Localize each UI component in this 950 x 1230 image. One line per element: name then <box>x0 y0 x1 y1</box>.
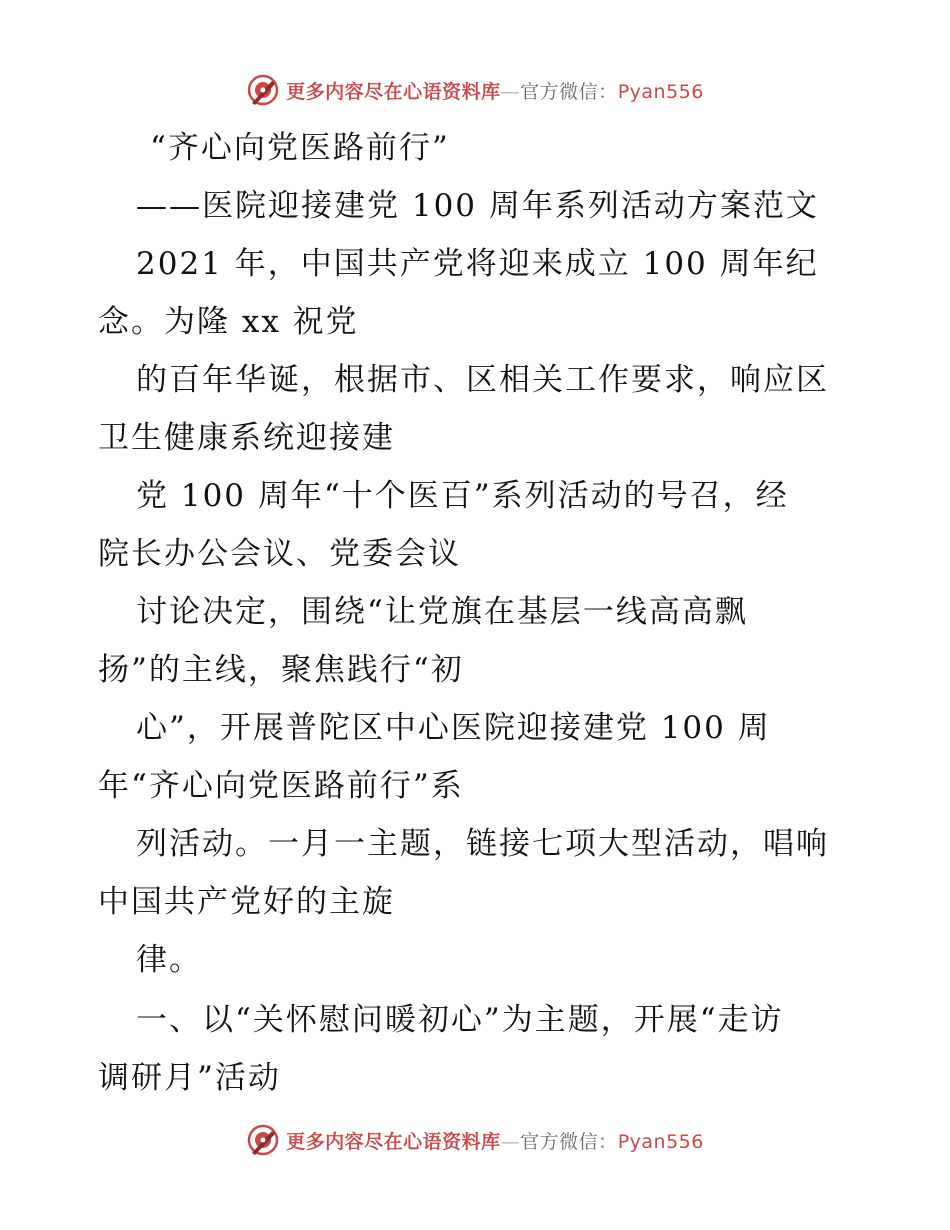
paragraph-line: 心”，开展普陀区中心医院迎接建党 100 周 <box>136 710 771 746</box>
paragraph-line: 年“齐心向党医路前行”系 <box>98 768 464 804</box>
quill-logo-icon <box>246 73 280 107</box>
watermark-text: 更多内容尽在心语资料库—官方微信：Pyan556 <box>286 80 704 103</box>
document-subtitle: ——医院迎接建党 100 周年系列活动方案范文 <box>136 188 819 224</box>
paragraph-line: 党 100 周年“十个医百”系列活动的号召，经 <box>136 478 789 514</box>
paragraph-line: 的百年华诞，根据市、区相关工作要求，响应区 <box>136 362 829 398</box>
watermark-text: 更多内容尽在心语资料库—官方微信：Pyan556 <box>286 1130 704 1153</box>
section-heading-line: 调研月”活动 <box>98 1060 281 1096</box>
section-heading-line: 一、以“关怀慰问暖初心”为主题，开展“走访 <box>136 1002 784 1038</box>
paragraph-line: 讨论决定，围绕“让党旗在基层一线高高飘 <box>136 594 748 630</box>
footer-watermark <box>0 1120 950 1160</box>
paragraph-line: 念。为隆 xx 祝党 <box>98 304 359 340</box>
paragraph-line: 列活动。一月一主题，链接七项大型活动，唱响 <box>136 826 829 862</box>
paragraph-line: 院长办公会议、党委会议 <box>98 536 461 572</box>
quill-logo-icon <box>246 1123 280 1157</box>
paragraph-line: 律。 <box>136 942 202 978</box>
paragraph-line: 卫生健康系统迎接建 <box>98 420 395 456</box>
paragraph-line: 中国共产党好的主旋 <box>98 884 395 920</box>
header-watermark <box>0 70 950 110</box>
document-title: “齐心向党医路前行” <box>150 130 450 166</box>
paragraph-line: 扬”的主线，聚焦践行“初 <box>98 652 464 688</box>
paragraph-line: 2021 年，中国共产党将迎来成立 100 周年纪 <box>136 246 819 282</box>
